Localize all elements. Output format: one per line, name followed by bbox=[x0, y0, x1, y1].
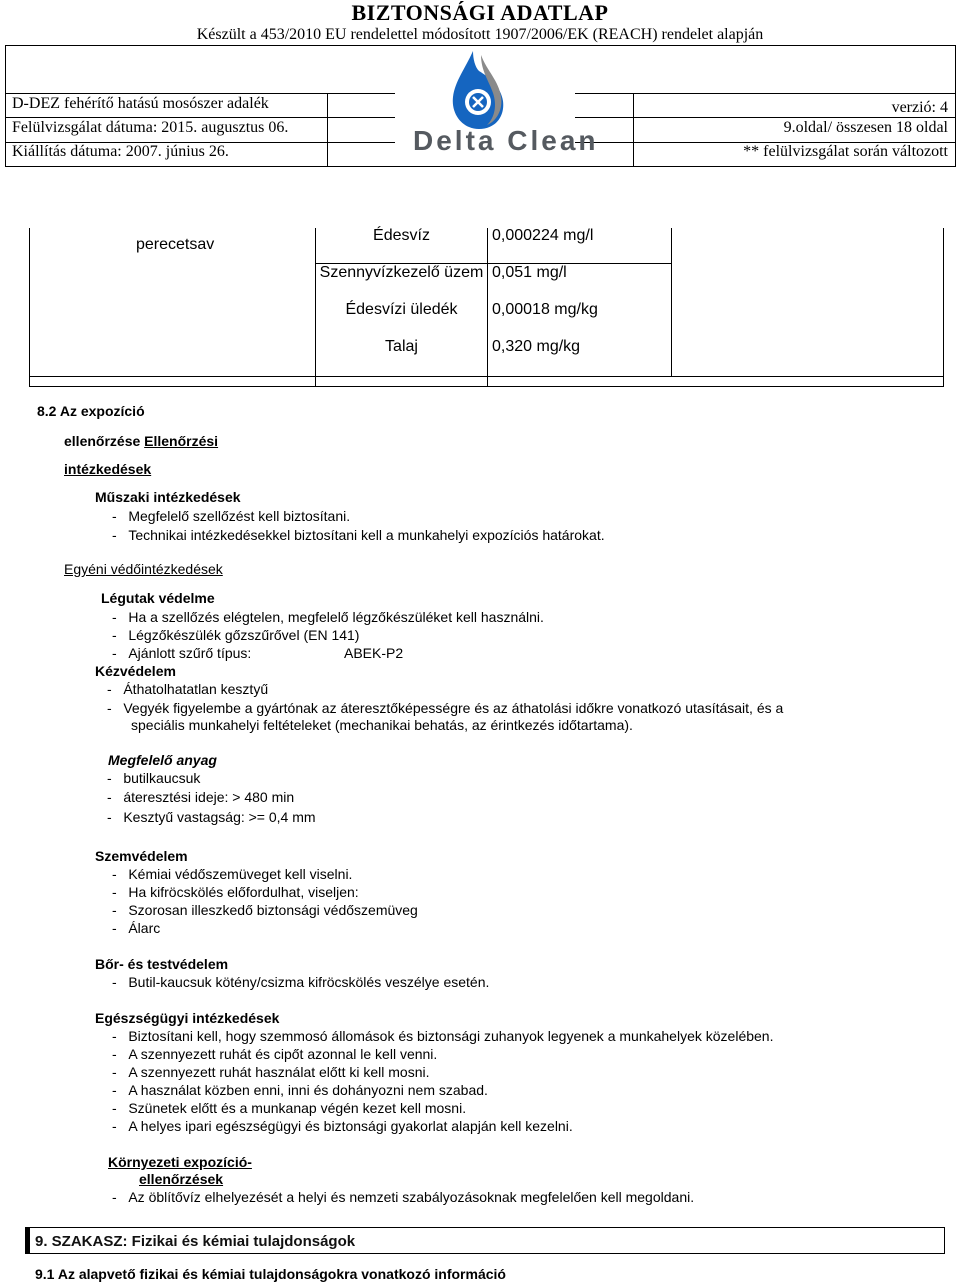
list-item: - áteresztési ideje: > 480 min bbox=[107, 789, 295, 805]
document-title: BIZTONSÁGI ADATLAP bbox=[351, 0, 609, 25]
page-number: 9.oldal/ összesen 18 oldal bbox=[783, 119, 948, 136]
list-item: - Áthatolhatatlan kesztyű bbox=[107, 681, 269, 697]
list-item: - A szennyezett ruhát használat előtt ki kell mosni. bbox=[112, 1064, 430, 1080]
list-item: - Ha kifröcskölés előfordulhat, viseljen: bbox=[112, 884, 359, 900]
list-item: - Ha a szellőzés elégtelen, megfelelő légzőkészüléket kell használni. bbox=[112, 609, 544, 625]
list-item: - A szennyezett ruhát és cipőt azonnal le kell venni. bbox=[112, 1046, 438, 1062]
review-date: Felülvizsgálat dátuma: 2015. augusztus 06. bbox=[12, 119, 289, 136]
table-border bbox=[671, 228, 672, 377]
section-8-2-subheading: ellenőrzése Ellenőrzési bbox=[64, 433, 219, 449]
table-substance: perecetsav bbox=[136, 236, 215, 253]
company-logo bbox=[395, 47, 599, 162]
hygiene-title: Egészségügyi intézkedések bbox=[95, 1010, 280, 1026]
list-item: - A helyes ipari egészségügyi és biztonsági gyakorlat alapján kell kezelni. bbox=[112, 1118, 573, 1134]
version: verzió: 4 bbox=[891, 99, 948, 116]
list-item: - A használat közben enni, inni és dohányozni nem szabad. bbox=[112, 1082, 488, 1098]
section-8-2-heading: 8.2 Az expozíció bbox=[37, 403, 145, 419]
table-border bbox=[943, 228, 944, 387]
list-item: - Szünetek előtt és a munkanap végén kezet kell mosni. bbox=[112, 1100, 467, 1116]
skin-protection-title: Bőr- és testvédelem bbox=[95, 956, 229, 972]
section-9-title: 9. SZAKASZ: Fizikai és kémiai tulajdonságok bbox=[35, 1233, 356, 1250]
table-compartment: Szennyvízkezelő üzem bbox=[319, 264, 484, 281]
eye-protection-title: Szemvédelem bbox=[95, 848, 188, 864]
list-item: - Az öblítővíz elhelyezését a helyi és nemzeti szabályozásoknak megfelelően kell megoldani. bbox=[112, 1189, 695, 1205]
document-subtitle: Készült a 453/2010 EU rendelettel módosított 1907/2006/EK (REACH) rendelet alapján bbox=[196, 26, 764, 43]
table-compartment: Édesvíz bbox=[373, 227, 430, 244]
table-border bbox=[29, 376, 944, 377]
section-8-2-subheading-2: intézkedések bbox=[64, 461, 152, 477]
list-item-continuation: speciális munkahelyi feltételeket (mechanikai behatás, az érintkezés időtartama). bbox=[131, 717, 633, 733]
changed-note: ** felülvizsgálat során változott bbox=[743, 143, 948, 160]
list-item: - Kémiai védőszemüveget kell viselni. bbox=[112, 866, 353, 882]
table-value: 0,051 mg/l bbox=[492, 264, 567, 281]
list-item: - Szorosan illeszkedő biztonsági védőszemüveg bbox=[112, 902, 418, 918]
logo-text: Delta Clean bbox=[413, 125, 599, 156]
product-name: D-DEZ fehérítő hatású mosószer adalék bbox=[12, 95, 269, 112]
table-compartment: Édesvízi üledék bbox=[345, 301, 458, 318]
table-border bbox=[29, 228, 30, 387]
table-border bbox=[487, 228, 488, 387]
technical-measures-title: Műszaki intézkedések bbox=[95, 489, 241, 505]
issue-date: Kiállítás dátuma: 2007. június 26. bbox=[12, 143, 229, 160]
header-column-divider bbox=[327, 93, 328, 167]
personal-protection-title: Egyéni védőintézkedések bbox=[64, 561, 223, 577]
list-item: - Technikai intézkedésekkel biztosítani kell a munkahelyi expozíciós határokat. bbox=[112, 527, 605, 543]
table-value: 0,000224 mg/l bbox=[492, 227, 594, 244]
list-item: - Ajánlott szűrő típus: bbox=[112, 645, 252, 661]
list-item: - Biztosítani kell, hogy szemmosó állomások és biztonsági zuhanyok legyenek a munkahelyek közelében. bbox=[112, 1028, 774, 1044]
list-item: - Vegyék figyelembe a gyártónak az áteresztőképességre és az áthatolási időkre vonatkozó utasításait, és a bbox=[107, 700, 784, 716]
hand-protection-title: Kézvédelem bbox=[95, 663, 176, 679]
table-value: 0,00018 mg/kg bbox=[492, 301, 598, 318]
list-item: - Butil-kaucsuk kötény/csizma kifröcskölés veszélye esetén. bbox=[112, 974, 490, 990]
respiratory-title: Légutak védelme bbox=[101, 590, 215, 606]
table-border bbox=[29, 386, 944, 387]
list-item: - Megfelelő szellőzést kell biztosítani. bbox=[112, 508, 351, 524]
header-column-divider bbox=[633, 93, 634, 167]
list-item: - butilkaucsuk bbox=[107, 770, 201, 786]
filter-type-value: ABEK-P2 bbox=[344, 645, 404, 661]
environment-title: Környezeti expozíció- bbox=[108, 1154, 252, 1170]
table-value: 0,320 mg/kg bbox=[492, 338, 581, 355]
list-item: - Álarc bbox=[112, 920, 161, 936]
list-item: - Légzőkészülék gőzszűrővel (EN 141) bbox=[112, 627, 360, 643]
material-title: Megfelelő anyag bbox=[108, 752, 217, 768]
section-9-1-title: 9.1 Az alapvető fizikai és kémiai tulajdonságokra vonatkozó információ bbox=[35, 1266, 506, 1282]
table-compartment: Talaj bbox=[385, 338, 418, 355]
environment-title-2: ellenőrzések bbox=[139, 1171, 224, 1187]
list-item: - Kesztyű vastagság: >= 0,4 mm bbox=[107, 809, 316, 825]
